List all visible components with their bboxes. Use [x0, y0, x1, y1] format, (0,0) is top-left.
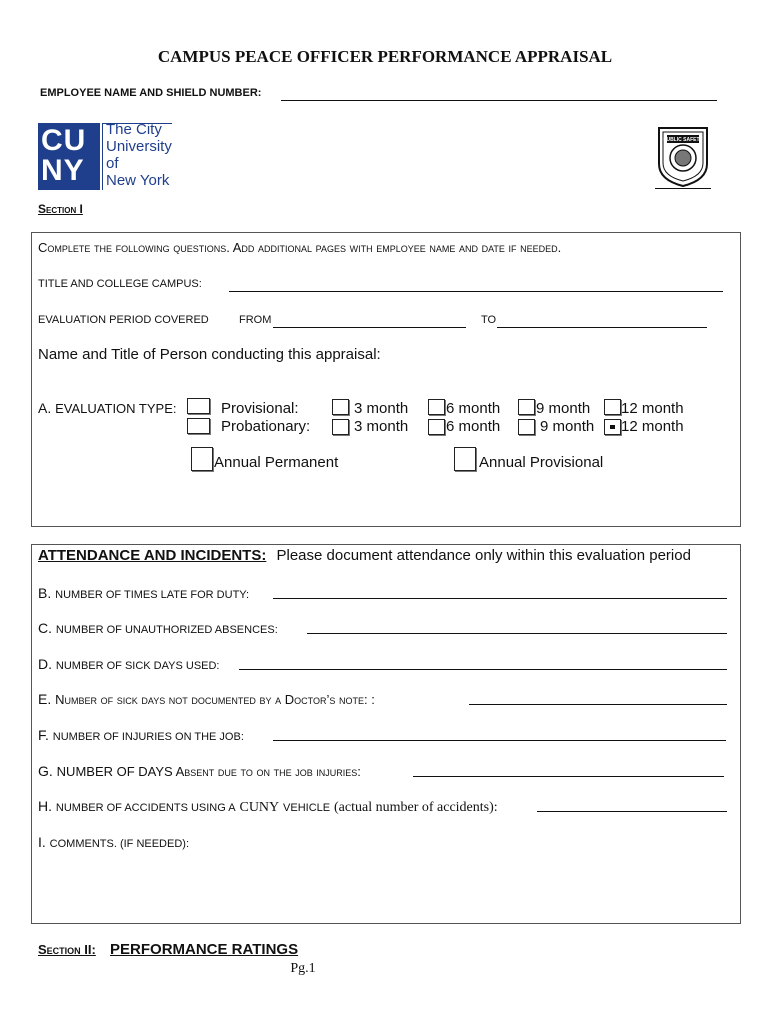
- row-b: [38, 585, 249, 601]
- probationary-3-month-checkbox[interactable]: [332, 419, 349, 435]
- checked-mark-icon: [610, 425, 615, 429]
- provisional-3-month-label: 3 month: [354, 400, 409, 417]
- probationary-12-month-checkbox[interactable]: [604, 419, 621, 435]
- section-2-heading: Section II:: [38, 942, 96, 957]
- probationary-9-month-checkbox[interactable]: [518, 419, 535, 435]
- row-h-vehicle: VEHICLE: [283, 802, 331, 814]
- title-campus-label: TITLE AND COLLEGE CAMPUS:: [38, 278, 202, 290]
- provisional-9-month-label: 9 month: [536, 400, 591, 417]
- row-g-label: NUMBER OF DAYS Absent due to on the job injuries:: [56, 764, 361, 779]
- probationary-label: Probationary:: [221, 418, 311, 435]
- attendance-subheading: Please document attendance only within this evaluation period: [276, 547, 691, 564]
- probationary-checkbox[interactable]: [187, 418, 210, 434]
- eval-type-label: EVALUATION TYPE:: [55, 401, 177, 416]
- svg-text:PUBLIC SAFETY: PUBLIC SAFETY: [663, 137, 703, 143]
- provisional-9-month-checkbox[interactable]: [518, 399, 535, 415]
- row-b-label: NUMBER OF TIMES LATE FOR DUTY:: [55, 589, 250, 601]
- attendance-header: [38, 547, 691, 564]
- page-number: [0, 961, 770, 977]
- section-2-title: PERFORMANCE RATINGS: [110, 941, 299, 958]
- probationary-12-month-label: 12 month: [621, 418, 684, 435]
- logo-line-4: New York: [106, 172, 170, 189]
- row-c: [38, 620, 278, 636]
- row-d: [38, 656, 220, 672]
- row-f-letter: F.: [38, 727, 49, 743]
- row-h-letter: H.: [38, 798, 52, 814]
- probationary-6-month-label: 6 month: [446, 418, 501, 435]
- row-h-label-serif: (actual number of accidents):: [334, 800, 498, 815]
- row-f-label: NUMBER OF INJURIES ON THE JOB:: [52, 731, 244, 743]
- provisional-label: Provisional:: [221, 400, 299, 417]
- cuny-vehicle-accidents-field[interactable]: [537, 798, 727, 812]
- comments-area[interactable]: [38, 856, 728, 916]
- badge-rule: [655, 188, 711, 189]
- row-h: [38, 798, 498, 816]
- logo-line-2: University: [106, 138, 172, 155]
- provisional-6-month-checkbox[interactable]: [428, 399, 445, 415]
- form-title: CAMPUS PEACE OFFICER PERFORMANCE APPRAISAL: [157, 47, 613, 66]
- row-b-letter: B.: [38, 585, 52, 601]
- row-i-letter: I.: [38, 834, 46, 850]
- annual-provisional-label: Annual Provisional: [479, 454, 604, 471]
- attendance-heading: ATTENDANCE AND INCIDENTS:: [38, 547, 267, 564]
- page-number-text: Pg.1: [290, 961, 316, 976]
- annual-provisional-checkbox[interactable]: [454, 447, 476, 471]
- row-h-cuny: CUNY: [239, 800, 280, 815]
- appraiser-label: Name and Title of Person conducting this appraisal:: [38, 346, 381, 363]
- section-1-instructions: Complete the following questions. Add additional pages with employee name and date if needed.: [38, 240, 562, 255]
- section-1-heading: Section I: [38, 202, 83, 216]
- logo-line-3: of: [106, 155, 119, 172]
- probationary-3-month-label: 3 month: [354, 418, 409, 435]
- injuries-on-job-field[interactable]: [273, 727, 726, 741]
- eval-type-letter: A.: [38, 400, 52, 416]
- eval-period-label: EVALUATION PERIOD COVERED: [38, 314, 209, 326]
- days-absent-injuries-field[interactable]: [413, 763, 724, 777]
- to-label: TO: [481, 314, 497, 326]
- probationary-6-month-checkbox[interactable]: [428, 419, 445, 435]
- row-d-letter: D.: [38, 656, 52, 672]
- row-e: [38, 691, 375, 707]
- provisional-12-month-checkbox[interactable]: [604, 399, 621, 415]
- cuny-logo-top: CU: [41, 124, 87, 157]
- annual-permanent-label: Annual Permanent: [214, 454, 339, 471]
- from-date-field[interactable]: [273, 314, 466, 328]
- cuny-logo-text: [106, 121, 172, 189]
- provisional-checkbox[interactable]: [187, 398, 210, 414]
- probationary-9-month-label: 9 month: [540, 418, 595, 435]
- public-safety-badge-icon: [655, 124, 711, 188]
- provisional-6-month-label: 6 month: [446, 400, 501, 417]
- cuny-logo: [38, 123, 100, 190]
- annual-permanent-checkbox[interactable]: [191, 447, 213, 471]
- sick-days-used-field[interactable]: [239, 656, 727, 670]
- row-g-letter: G.: [38, 763, 53, 779]
- unauthorized-absences-field[interactable]: [307, 620, 727, 634]
- row-c-label: NUMBER OF UNAUTHORIZED ABSENCES:: [55, 624, 278, 636]
- late-for-duty-field[interactable]: [273, 585, 727, 599]
- sick-days-undocumented-field[interactable]: [469, 691, 727, 705]
- cuny-logo-bottom: NY: [41, 154, 85, 187]
- row-h-label: NUMBER OF ACCIDENTS USING A: [55, 802, 236, 814]
- row-c-letter: C.: [38, 620, 52, 636]
- logo-divider: [102, 123, 103, 190]
- employee-name-field[interactable]: [281, 88, 717, 101]
- from-label: FROM: [239, 314, 272, 326]
- eval-type-row: [38, 400, 177, 416]
- section-2-header: [38, 941, 298, 958]
- to-date-field[interactable]: [497, 314, 707, 328]
- row-e-label: Number of sick days not documented by a Doctor’s note: :: [55, 692, 375, 707]
- row-e-letter: E.: [38, 691, 52, 707]
- employee-name-label: EMPLOYEE NAME AND SHIELD NUMBER:: [40, 87, 262, 99]
- row-i: [38, 834, 189, 850]
- provisional-12-month-label: 12 month: [621, 400, 684, 417]
- title-campus-field[interactable]: [229, 278, 723, 292]
- row-i-label: COMMENTS. (IF NEEDED):: [49, 838, 190, 850]
- row-d-label: NUMBER OF SICK DAYS USED:: [55, 660, 220, 672]
- provisional-3-month-checkbox[interactable]: [332, 399, 349, 415]
- row-f: [38, 727, 244, 743]
- logo-line-1: The City: [106, 121, 162, 138]
- section-1-box: [31, 232, 741, 527]
- row-g: [38, 763, 361, 779]
